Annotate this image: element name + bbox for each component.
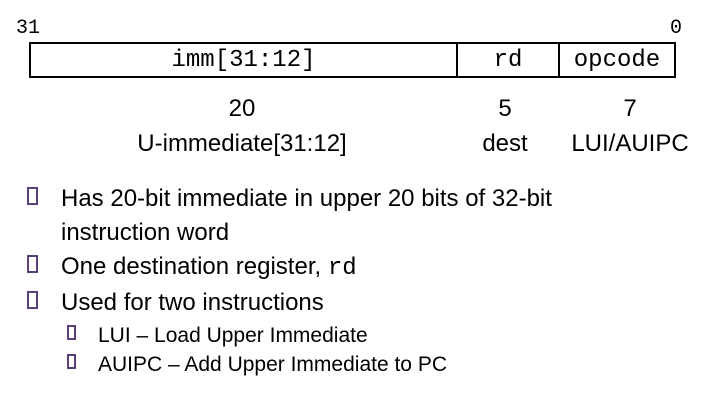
rd-desc: dest (482, 130, 528, 157)
bullet-1-line-2: instruction word (61, 219, 230, 246)
bit-label-0: 0 (670, 17, 683, 40)
field-opcode: opcode (558, 44, 674, 76)
bullet-icon (27, 187, 38, 205)
bullet-2-code: rd (327, 255, 357, 282)
bit-label-31: 31 (16, 17, 41, 40)
bullet-2-text: One destination register, (61, 253, 328, 280)
bullet-2 (61, 250, 357, 286)
bullet-3: Used for two instructions (61, 289, 324, 316)
u-type-format-diagram (29, 42, 676, 78)
imm-desc: U-immediate[31:12] (137, 130, 347, 157)
field-imm: imm[31:12] (171, 46, 316, 74)
bullet-icon (27, 255, 38, 273)
imm-width: 20 (228, 95, 256, 122)
sub-bullet-auipc: AUIPC – Add Upper Immediate to PC (98, 353, 447, 376)
bullet-icon (27, 291, 38, 309)
sub-bullet-lui: LUI – Load Upper Immediate (98, 324, 368, 347)
opcode-desc: LUI/AUIPC (571, 130, 689, 157)
opcode-width: 7 (623, 95, 637, 122)
sub-bullet-icon (67, 354, 76, 369)
field-rd: rd (456, 44, 558, 76)
bullet-1-line-1: Has 20-bit immediate in upper 20 bits of 32-bit (61, 185, 552, 212)
rd-width: 5 (498, 95, 512, 122)
sub-bullet-icon (67, 325, 76, 340)
